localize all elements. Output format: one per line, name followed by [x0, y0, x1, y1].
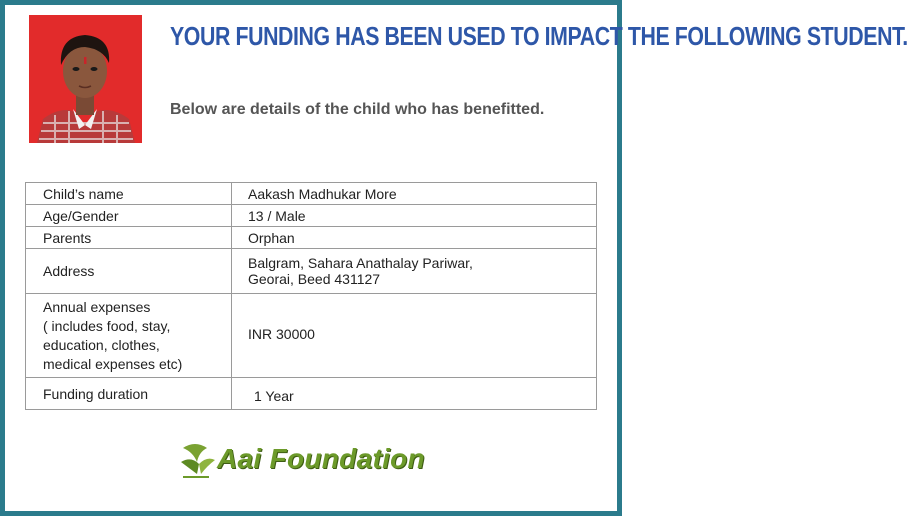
value-funding-duration: 1 Year: [232, 378, 597, 410]
label-parents: Parents: [26, 227, 232, 249]
aai-foundation-logo: [177, 438, 447, 484]
table-row: [26, 183, 597, 205]
logo-emblem-icon: [177, 438, 217, 484]
headline: YOUR FUNDING HAS BEEN USED TO IMPACT THE FOLLOWING STUDENT.: [170, 21, 908, 51]
subheading: Below are details of the child who has benefitted.: [170, 101, 545, 118]
table-row: [26, 249, 597, 294]
label-address: Address: [26, 249, 232, 294]
table-row: [26, 378, 597, 410]
table-row: [26, 205, 597, 227]
value-annual-expenses: INR 30000: [232, 294, 597, 378]
logo-text: Aai Foundation: [217, 443, 425, 474]
label-childs-name: Child’s name: [26, 183, 232, 205]
label-funding-duration: Funding duration: [26, 378, 232, 410]
value-childs-name: Aakash Madhukar More: [232, 183, 597, 205]
table-row: [26, 294, 597, 378]
value-age-gender: 13 / Male: [232, 205, 597, 227]
value-parents: Orphan: [232, 227, 597, 249]
label-age-gender: Age/Gender: [26, 205, 232, 227]
table-row: [26, 227, 597, 249]
value-address: Balgram, Sahara Anathalay Pariwar, Georai, Beed 431127: [232, 249, 597, 294]
student-details-table: [25, 182, 597, 410]
student-photo: [29, 15, 142, 143]
label-annual-expenses: Annual expenses ( includes food, stay, education, clothes, medical expenses etc): [26, 294, 232, 378]
